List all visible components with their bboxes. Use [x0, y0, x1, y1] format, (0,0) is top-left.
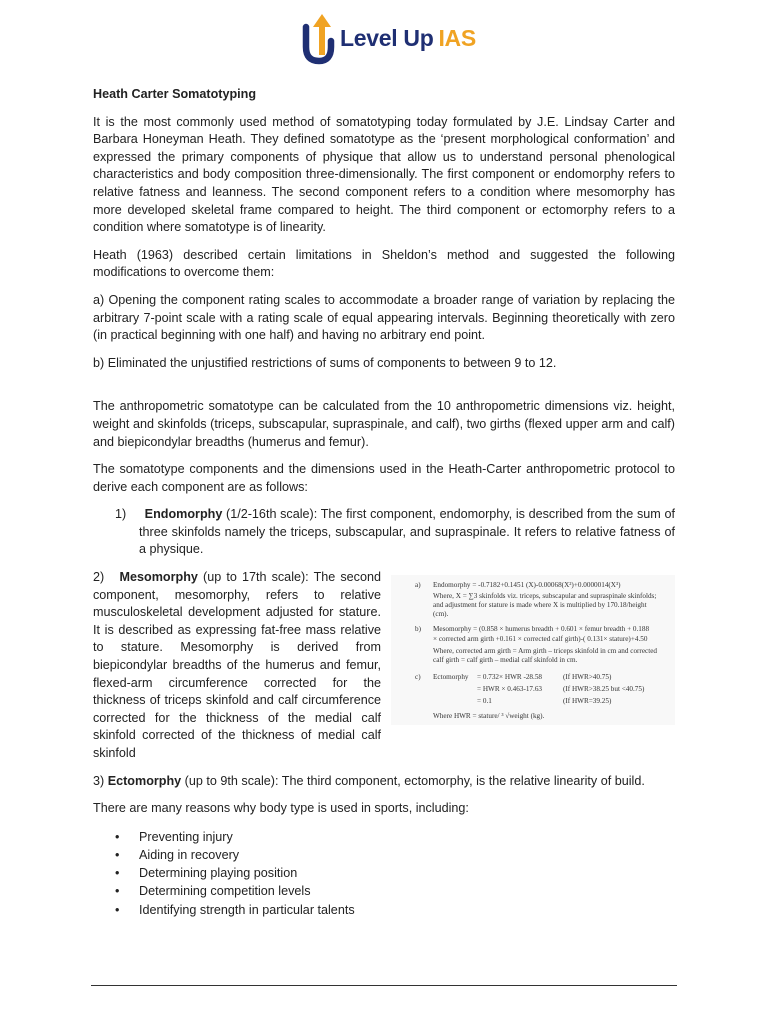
- component-name: Mesomorphy: [119, 570, 198, 585]
- component-mesomorphy: [93, 569, 675, 790]
- list-number: 3): [93, 773, 105, 788]
- brand-name: [340, 25, 476, 52]
- document-body: [93, 86, 675, 919]
- list-item: • Preventing injury: [93, 828, 675, 846]
- document-title: Heath Carter Somatotyping: [93, 87, 257, 101]
- footer-divider: [91, 985, 677, 986]
- paragraph-reasons-intro: There are many reasons why body type is used in sports, including:: [93, 801, 469, 816]
- formula-c-cond2: (If HWR>38.25 but <40.75): [563, 685, 645, 694]
- component-desc: (1/2-16th scale): The first component, endomorphy, is described from the sum of three skinfolds namely the triceps, subscapular, and supraspinale. It refers to relative fatness of a physique.: [139, 507, 675, 557]
- formula-c-label: c): [415, 673, 421, 682]
- list-number: 2): [93, 570, 105, 585]
- logo: [300, 10, 476, 66]
- formula-b-label: b): [415, 625, 421, 634]
- list-item: • Identifying strength in particular talents: [93, 901, 675, 919]
- formula-a-line4: (cm).: [433, 610, 449, 619]
- paragraph-intro: It is the most commonly used method of somatotyping today formulated by J.E. Lindsay Carter and Barbara Honeyman Heath. They defined somatotype as the ‘present morphological conformation’ and expressed the primary components of physique that allow us to understand personal phenological characteristics and body composition three-dimensionally. The first component or endomorphy refers to relative fatness and leanness. The second component refers to a condition where mesomorphy has more developed skeletal frame compared to height. The third component or ectomorphy refers to a condition where somatotype is of linearity.: [93, 114, 675, 235]
- component-desc: (up to 9th scale): The third component, ectomorphy, is the relative linearity of build.: [181, 773, 645, 788]
- formula-image: [391, 575, 675, 725]
- component-name: Endomorphy: [144, 507, 223, 522]
- brand-part2: IAS: [438, 24, 476, 51]
- formula-b-line1: Mesomorphy = (0.858 × humerus breadth + 0.601 × femur breadth + 0.188: [433, 625, 650, 634]
- paragraph-dimensions: The anthropometric somatotype can be calculated from the 10 anthropometric dimensions viz. height, weight and skinfolds (triceps, subscapular, supraspinale, and calf), two girths (flexed upper arm and calf) and biepicondylar breadths (humerus and femur).: [93, 399, 675, 449]
- formula-c-cond1: (If HWR>40.75): [563, 673, 612, 682]
- paragraph-components-intro: The somatotype components and the dimensions used in the Heath-Carter anthropometric protocol to derive each component are as follows:: [93, 462, 675, 494]
- component-ectomorphy: [93, 773, 675, 791]
- formula-b-line3: Where, corrected arm girth = Arm girth – triceps skinfold in cm and corrected: [433, 647, 657, 656]
- formula-a-line1: Endomorphy = -0.7182+0.1451 (X)-0.00068(X²)+0.0000014(X³): [433, 581, 621, 590]
- brand-part1: Level Up: [340, 24, 434, 51]
- component-name: Ectomorphy: [107, 773, 182, 788]
- formula-c-eq2: = HWR × 0.463-17.63: [477, 685, 543, 694]
- formula-c-eq3: = 0.1: [477, 697, 492, 706]
- formula-c-name: Ectomorphy: [433, 673, 469, 682]
- paragraph-mod-b: b) Eliminated the unjustified restrictions of sums of components to between 9 to 12.: [93, 355, 557, 370]
- formula-a-line2: Where, X = ∑3 skinfolds viz. triceps, subscapular and supraspinale skinfolds;: [433, 592, 657, 601]
- formula-c-cond3: (If HWR=39.25): [563, 697, 612, 706]
- paragraph-mod-a: a) Opening the component rating scales to accommodate a broader range of variation by replacing the arbitrary 7-point scale with a rating scale of equal appearing intervals. Beginning theoretically with zero (in practical beginning with one half) and having no arbitrary end point.: [93, 292, 675, 343]
- formula-a-line3: and adjustment for stature is made where X is multiplied by 170.18/height: [433, 601, 647, 610]
- component-desc: (up to 17th scale): The second component, mesomorphy, refers to relative musculoskeletal development adjusted for stature. It is described as expressing fat-free mass relative to stature. Mesomorphy is derived from biepicondylar breadths of the humerus and femur, flexed-arm circumference corrected for the thickness of triceps skinfold and calf circumference corrected for the thickness of the medial calf skinfold corrected of the thickness of medial calf skinfold: [93, 570, 381, 760]
- formula-b-line4: calf girth = calf girth – medial calf skinfold in cm.: [433, 656, 578, 665]
- list-number: 1): [115, 507, 127, 522]
- list-item: • Aiding in recovery: [93, 846, 675, 864]
- formula-c-where: Where HWR = stature/ ³ √weight (kg).: [433, 712, 545, 721]
- list-item: • Determining competition levels: [93, 882, 675, 900]
- list-item: • Determining playing position: [93, 864, 675, 882]
- reasons-list: [93, 828, 675, 919]
- formula-c-eq1: = 0.732× HWR -28.58: [477, 673, 543, 682]
- graduation-arrow-icon: [300, 11, 336, 65]
- formula-b-line2: × corrected arm girth +0.161 × corrected calf girth)-( 0.131× stature)+4.50: [433, 635, 648, 644]
- component-endomorphy: [93, 506, 675, 559]
- paragraph-heath: Heath (1963) described certain limitations in Sheldon’s method and suggested the following modifications to overcome them:: [93, 247, 675, 280]
- formula-a-label: a): [415, 581, 421, 590]
